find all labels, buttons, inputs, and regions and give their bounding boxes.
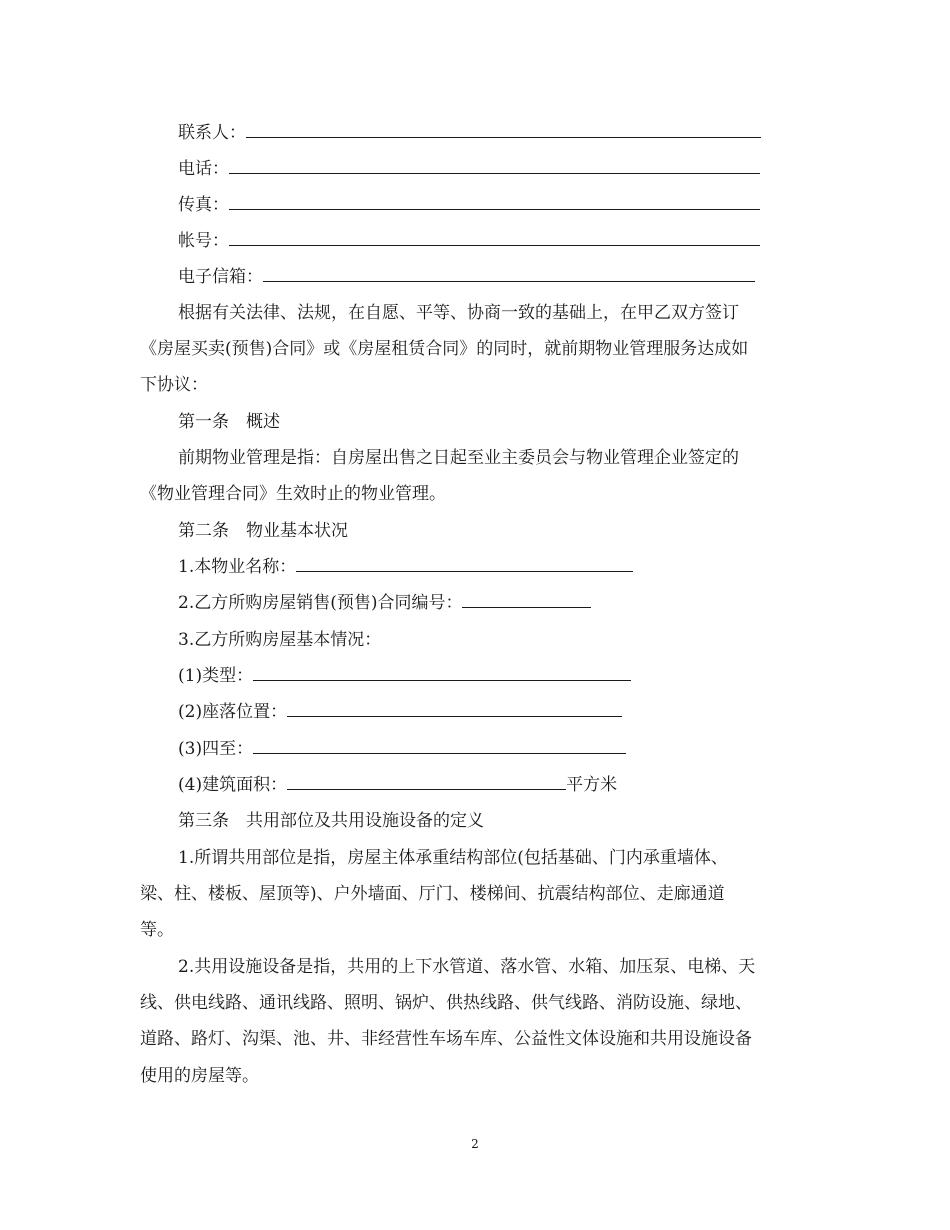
contact-person-blank[interactable] — [246, 123, 761, 138]
page-number: 2 — [471, 1137, 479, 1151]
property-name-blank[interactable] — [296, 557, 633, 572]
floor-area-row — [178, 774, 617, 796]
phone-label: 电话： — [178, 159, 229, 179]
boundaries-row — [178, 738, 626, 760]
location-label: (2)座落位置： — [178, 702, 288, 722]
type-row — [178, 665, 631, 687]
type-blank[interactable] — [253, 666, 631, 681]
intro-line-3: 下协议： — [140, 375, 208, 395]
floor-area-label: (4)建筑面积： — [178, 775, 288, 795]
location-row — [178, 701, 622, 723]
account-label: 帐号： — [178, 231, 229, 251]
intro-line-1: 根据有关法律、法规，在自愿、平等、协商一致的基础上，在甲乙双方签订 — [178, 303, 739, 323]
article-3-p2-line-1: 2.共用设施设备是指，共用的上下水管道、落水管、水箱、加压泵、电梯、天 — [178, 957, 756, 977]
floor-area-unit: 平方米 — [566, 775, 618, 795]
boundaries-blank[interactable] — [253, 739, 626, 754]
contract-number-blank[interactable] — [462, 593, 591, 608]
contact-person-label: 联系人： — [178, 123, 246, 143]
contract-number-label: 2.乙方所购房屋销售(预售)合同编号： — [178, 593, 463, 613]
article-3-p2-line-4: 使用的房屋等。 — [140, 1066, 259, 1086]
email-blank[interactable] — [263, 267, 755, 282]
contact-person-row — [178, 122, 761, 144]
location-blank[interactable] — [287, 702, 622, 717]
article-2-heading: 第二条 物业基本状况 — [178, 521, 348, 541]
contract-number-row — [178, 592, 591, 614]
account-row — [178, 230, 760, 252]
article-3-heading: 第三条 共用部位及共用设施设备的定义 — [178, 811, 484, 831]
property-name-label: 1.本物业名称： — [178, 557, 297, 577]
phone-blank[interactable] — [229, 159, 760, 174]
type-label: (1)类型： — [178, 666, 254, 686]
article-3-p2-line-2: 线、供电线路、通讯线路、照明、锅炉、供热线路、供气线路、消防设施、绿地、 — [140, 993, 752, 1013]
fax-label: 传真： — [178, 195, 229, 215]
account-blank[interactable] — [229, 231, 760, 246]
fax-blank[interactable] — [229, 195, 760, 210]
intro-line-2: 《房屋买卖(预售)合同》或《房屋租赁合同》的同时，就前期物业管理服务达成如 — [140, 339, 749, 359]
floor-area-blank[interactable] — [287, 775, 566, 790]
phone-row — [178, 158, 760, 180]
article-3-p2-line-3: 道路、路灯、沟渠、池、井、非经营性车场车库、公益性文体设施和共用设施设备 — [140, 1029, 752, 1049]
article-3-p1-line-2: 梁、柱、楼板、屋顶等)、户外墙面、厅门、楼梯间、抗震结构部位、走廊通道 — [140, 884, 725, 904]
article-1-heading: 第一条 概述 — [178, 412, 280, 432]
email-row — [178, 266, 755, 288]
property-name-row — [178, 556, 633, 578]
fax-row — [178, 194, 760, 216]
article-3-p1-line-3: 等。 — [140, 920, 174, 940]
house-info-heading: 3.乙方所购房屋基本情况： — [178, 630, 382, 650]
article-1-line-2: 《物业管理合同》生效时止的物业管理。 — [140, 484, 446, 504]
article-3-p1-line-1: 1.所谓共用部位是指，房屋主体承重结构部位(包括基础、门内承重墙体、 — [178, 848, 728, 868]
boundaries-label: (3)四至： — [178, 739, 254, 759]
email-label: 电子信箱： — [178, 267, 263, 287]
article-1-line-1: 前期物业管理是指：自房屋出售之日起至业主委员会与物业管理企业签定的 — [178, 448, 739, 468]
